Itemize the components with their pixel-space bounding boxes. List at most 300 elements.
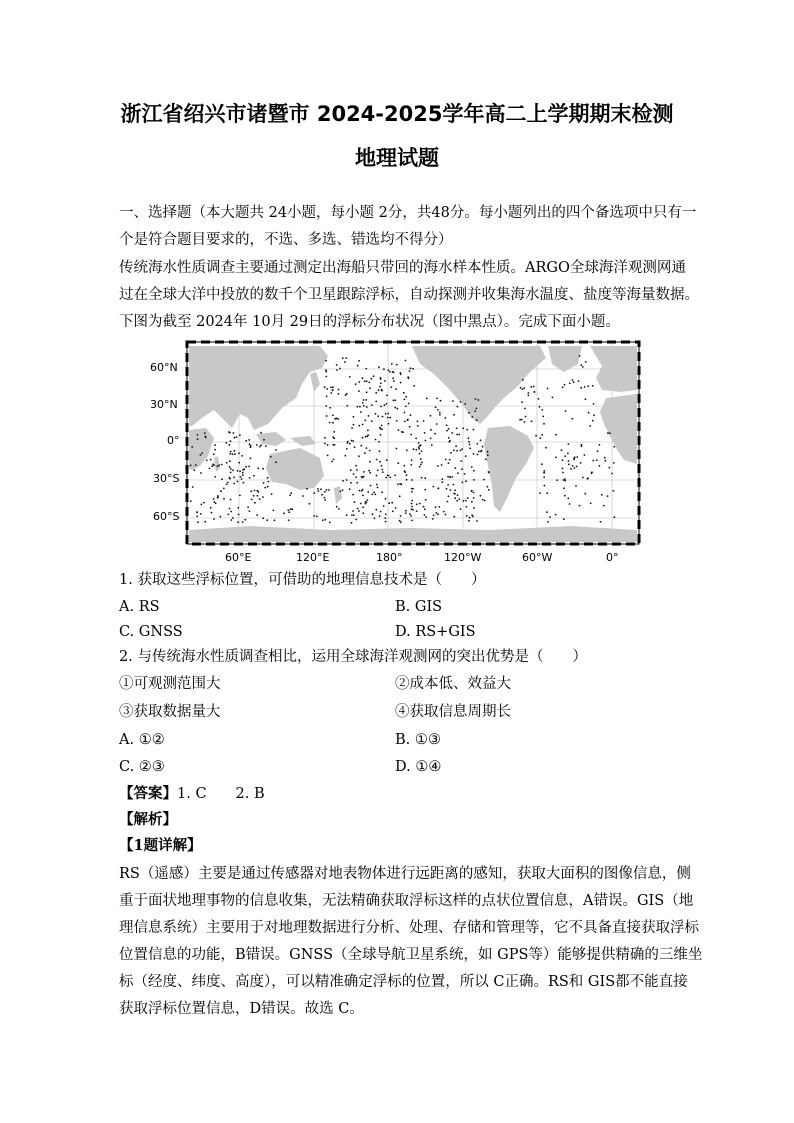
float-dot <box>480 439 482 441</box>
answer-line <box>119 784 265 804</box>
float-dot <box>432 518 434 520</box>
float-dot <box>471 416 473 418</box>
float-dot <box>440 400 442 402</box>
float-dot <box>200 504 202 506</box>
float-dot <box>448 462 450 464</box>
document-subtitle: 地理试题 <box>355 146 439 170</box>
float-dot <box>367 499 369 501</box>
float-dot <box>192 486 194 488</box>
float-dot <box>355 519 357 521</box>
lat-label-30s: 30°S <box>153 472 180 485</box>
float-dot <box>211 512 213 514</box>
float-dot <box>563 479 565 481</box>
float-dot <box>349 376 351 378</box>
float-dot <box>387 417 389 419</box>
float-dot <box>232 453 234 455</box>
float-dot <box>306 488 308 490</box>
float-dot <box>458 434 460 436</box>
float-dot <box>411 520 413 522</box>
float-dot <box>484 500 486 502</box>
lat-label-30n: 30°N <box>150 398 178 411</box>
land-antarctica <box>189 526 637 542</box>
float-dot <box>378 441 380 443</box>
float-dot <box>545 447 547 449</box>
float-dot <box>268 481 270 483</box>
float-dot <box>324 491 326 493</box>
lat-label-equator: 0° <box>167 434 180 447</box>
float-dot <box>522 388 524 390</box>
float-dot <box>607 495 609 497</box>
float-dot <box>325 376 327 378</box>
float-dot <box>436 398 438 400</box>
float-dot <box>393 372 395 374</box>
float-dot <box>533 386 535 388</box>
float-dot <box>230 468 232 470</box>
float-dot <box>366 380 368 382</box>
float-dot <box>320 488 322 490</box>
float-dot <box>354 446 356 448</box>
float-dot <box>408 377 410 379</box>
float-dot <box>411 508 413 510</box>
float-dot <box>600 521 602 523</box>
float-dot <box>567 452 569 454</box>
float-dot <box>321 494 323 496</box>
float-dot <box>229 432 231 434</box>
float-dot <box>449 476 451 478</box>
float-dot <box>614 516 616 518</box>
float-dot <box>250 490 252 492</box>
float-dot <box>403 465 405 467</box>
float-dot <box>609 432 611 434</box>
intro-line1: 传统海水性质调查主要通过测定出海船只带回的海水样本性质。ARGO全球海洋观测网通 <box>119 260 686 276</box>
float-dot <box>346 479 348 481</box>
float-dot <box>204 521 206 523</box>
float-dot <box>362 506 364 508</box>
float-dot <box>482 446 484 448</box>
float-dot <box>612 490 614 492</box>
float-dot <box>366 406 368 408</box>
float-dot <box>580 364 582 366</box>
float-dot <box>287 509 289 511</box>
float-dot <box>361 490 363 492</box>
float-dot <box>353 424 355 426</box>
float-dot <box>487 454 489 456</box>
float-dot <box>542 416 544 418</box>
float-dot <box>366 447 368 449</box>
float-dot <box>465 480 467 482</box>
float-dot <box>425 499 427 501</box>
float-dot <box>380 406 382 408</box>
float-dot <box>396 420 398 422</box>
float-dot <box>457 406 459 408</box>
float-dot <box>406 449 408 451</box>
float-dot <box>475 398 477 400</box>
float-dot <box>445 459 447 461</box>
float-dot <box>421 450 423 452</box>
float-dot <box>364 381 366 383</box>
float-dot <box>213 453 215 455</box>
float-dot <box>325 360 327 362</box>
float-dot <box>592 385 594 387</box>
float-dot <box>455 445 457 447</box>
float-dot <box>453 414 455 416</box>
float-dot <box>520 387 522 389</box>
float-dot <box>580 462 582 464</box>
float-dot <box>469 517 471 519</box>
float-dot <box>365 503 367 505</box>
float-dot <box>410 464 412 466</box>
float-dot <box>565 410 567 412</box>
float-dot <box>227 514 229 516</box>
float-dot <box>204 432 206 434</box>
float-dot <box>543 470 545 472</box>
float-dot <box>206 460 208 462</box>
float-dot <box>539 437 541 439</box>
float-dot <box>329 422 331 424</box>
float-dot <box>332 436 334 438</box>
float-dot <box>415 449 417 451</box>
float-dot <box>238 452 240 454</box>
float-dot <box>234 437 236 439</box>
float-dot <box>355 476 357 478</box>
float-dot <box>469 448 471 450</box>
float-dot <box>227 482 229 484</box>
float-dot <box>449 440 451 442</box>
float-dot <box>371 404 373 406</box>
float-dot <box>226 484 228 486</box>
float-dot <box>405 512 407 514</box>
detail-line3: 理信息系统）主要用于对地理数据进行分析、处理、存储和管理等，它不具备直接获取浮标 <box>119 920 699 936</box>
float-dot <box>533 391 535 393</box>
float-dot <box>346 393 348 395</box>
float-dot <box>380 511 382 513</box>
float-dot <box>569 503 571 505</box>
float-dot <box>385 413 387 415</box>
float-dot <box>462 427 464 429</box>
float-dot <box>373 491 375 493</box>
float-dot <box>263 482 265 484</box>
float-dot <box>230 519 232 521</box>
float-dot <box>456 434 458 436</box>
float-dot <box>346 514 348 516</box>
float-dot <box>376 484 378 486</box>
float-dot <box>201 452 203 454</box>
float-dot <box>217 465 219 467</box>
float-dot <box>256 490 258 492</box>
float-dot <box>437 409 439 411</box>
float-dot <box>356 469 358 471</box>
float-dot <box>584 454 586 456</box>
float-dot <box>563 487 565 489</box>
float-dot <box>262 496 264 498</box>
float-dot <box>394 475 396 477</box>
float-dot <box>241 455 243 457</box>
float-dot <box>573 467 575 469</box>
float-dot <box>375 439 377 441</box>
float-dot <box>334 418 336 420</box>
float-dot <box>568 460 570 462</box>
float-dot <box>360 503 362 505</box>
lat-label-60n: 60°N <box>150 361 178 374</box>
q1-option-a: A. RS <box>119 599 160 615</box>
float-dot <box>403 392 405 394</box>
float-dot <box>564 480 566 482</box>
float-dot <box>525 416 527 418</box>
float-dot <box>389 371 391 373</box>
float-dot <box>453 484 455 486</box>
float-dot <box>367 491 369 493</box>
float-dot <box>564 384 566 386</box>
float-dot <box>260 432 262 434</box>
float-dot <box>200 472 202 474</box>
q2-item-4: ④获取信息周期长 <box>395 704 511 720</box>
float-dot <box>555 457 557 459</box>
float-dot <box>313 492 315 494</box>
float-dot <box>482 499 484 501</box>
float-dot <box>380 383 382 385</box>
float-dot <box>420 444 422 446</box>
float-dot <box>562 472 564 474</box>
float-dot <box>523 387 525 389</box>
float-dot <box>571 418 573 420</box>
float-dot <box>290 508 292 510</box>
float-dot <box>250 457 252 459</box>
analysis-label: 【解析】 <box>119 811 177 828</box>
float-dot <box>249 443 251 445</box>
float-dot <box>360 411 362 413</box>
float-dot <box>488 472 490 474</box>
float-dot <box>443 511 445 513</box>
float-dot <box>383 505 385 507</box>
float-dot <box>384 404 386 406</box>
float-dot <box>330 392 332 394</box>
float-dot <box>562 468 564 470</box>
float-dot <box>449 459 451 461</box>
float-dot <box>419 466 421 468</box>
float-dot <box>250 445 252 447</box>
float-dot <box>195 464 197 466</box>
float-dot <box>433 515 435 517</box>
float-dot <box>399 495 401 497</box>
float-dot <box>259 498 261 500</box>
float-dot <box>411 459 413 461</box>
float-dot <box>357 508 359 510</box>
float-dot <box>439 414 441 416</box>
float-dot <box>404 421 406 423</box>
float-dot <box>417 425 419 427</box>
float-dot <box>388 502 390 504</box>
float-dot <box>562 386 564 388</box>
float-dot <box>196 516 198 518</box>
float-dot <box>476 443 478 445</box>
lon-label-120e: 120°E <box>296 551 330 564</box>
float-dot <box>421 477 423 479</box>
float-dot <box>240 476 242 478</box>
float-dot <box>318 490 320 492</box>
float-dot <box>460 508 462 510</box>
float-dot <box>291 508 293 510</box>
float-dot <box>249 510 251 512</box>
float-dot <box>464 473 466 475</box>
float-dot <box>221 464 223 466</box>
float-dot <box>377 487 379 489</box>
float-dot <box>203 502 205 504</box>
float-dot <box>593 414 595 416</box>
float-dot <box>253 495 255 497</box>
float-dot <box>214 476 216 478</box>
float-dot <box>590 503 592 505</box>
float-dot <box>446 488 448 490</box>
float-dot <box>352 440 354 442</box>
float-dot <box>346 442 348 444</box>
float-dot <box>567 498 569 500</box>
float-dot <box>324 386 326 388</box>
float-dot <box>468 412 470 414</box>
float-dot <box>441 478 443 480</box>
float-dot <box>476 520 478 522</box>
float-dot <box>478 399 480 401</box>
float-dot <box>257 467 259 469</box>
intro-line3: 下图为截至 2024年 10月 29日的浮标分布状况（图中黑点）。完成下面小题。 <box>119 314 620 330</box>
float-dot <box>587 385 589 387</box>
float-dot <box>579 505 581 507</box>
float-dot <box>524 408 526 410</box>
float-dot <box>215 502 217 504</box>
answer-label: 【答案】 <box>119 785 177 802</box>
float-dot <box>327 455 329 457</box>
float-dot <box>445 514 447 516</box>
float-dot <box>476 408 478 410</box>
float-dot <box>329 407 331 409</box>
float-dot <box>457 494 459 496</box>
float-dot <box>588 412 590 414</box>
float-dot <box>331 461 333 463</box>
float-dot <box>372 513 374 515</box>
float-dot <box>237 521 239 523</box>
float-dot <box>345 394 347 396</box>
float-dot <box>400 521 402 523</box>
float-dot <box>456 450 458 452</box>
float-dot <box>473 429 475 431</box>
float-dot <box>435 506 437 508</box>
float-dot <box>451 476 453 478</box>
float-dot <box>592 420 594 422</box>
float-dot <box>444 417 446 419</box>
float-dot <box>242 472 244 474</box>
float-dot <box>466 506 468 508</box>
float-dot <box>423 506 425 508</box>
float-dot <box>410 414 412 416</box>
float-dot <box>339 368 341 370</box>
float-dot <box>363 399 365 401</box>
float-dot <box>543 476 545 478</box>
float-dot <box>546 492 548 494</box>
float-dot <box>237 507 239 509</box>
float-dot <box>411 479 413 481</box>
float-dot <box>451 432 453 434</box>
float-dot <box>467 497 469 499</box>
float-dot <box>237 481 239 483</box>
float-dot <box>530 386 532 388</box>
float-dot <box>333 459 335 461</box>
float-dot <box>256 444 258 446</box>
float-dot <box>238 462 240 464</box>
float-dot <box>582 366 584 368</box>
float-dot <box>350 482 352 484</box>
detail-line6: 获取浮标位置信息，D错误。故选 C。 <box>119 1001 364 1017</box>
float-dot <box>378 366 380 368</box>
float-dot <box>248 466 250 468</box>
float-dot <box>223 498 225 500</box>
float-dot <box>342 480 344 482</box>
float-dot <box>365 368 367 370</box>
float-dot <box>248 439 250 441</box>
float-dot <box>396 448 398 450</box>
float-dot <box>351 440 353 442</box>
float-dot <box>419 503 421 505</box>
float-dot <box>273 510 275 512</box>
lon-label-0: 0° <box>606 551 619 564</box>
float-dot <box>197 438 199 440</box>
float-dot <box>233 483 235 485</box>
float-dot <box>220 490 222 492</box>
float-dot <box>478 451 480 453</box>
float-dot <box>193 469 195 471</box>
float-dot <box>289 495 291 497</box>
float-dot <box>251 499 253 501</box>
float-dot <box>391 502 393 504</box>
float-dot <box>267 477 269 479</box>
float-dot <box>585 398 587 400</box>
float-dot <box>381 491 383 493</box>
float-dot <box>274 519 276 521</box>
float-dot <box>264 487 266 489</box>
float-dot <box>378 389 380 391</box>
float-dot <box>555 514 557 516</box>
float-dot <box>581 444 583 446</box>
float-dot <box>325 369 327 371</box>
float-dot <box>464 403 466 405</box>
float-dot <box>373 375 375 377</box>
float-dot <box>487 451 489 453</box>
float-dot <box>238 514 240 516</box>
float-dot <box>410 434 412 436</box>
float-dot <box>385 477 387 479</box>
float-dot <box>380 428 382 430</box>
float-dot <box>611 473 613 475</box>
q1-option-d: D. RS+GIS <box>395 624 476 640</box>
float-dot <box>485 458 487 460</box>
float-dot <box>368 382 370 384</box>
float-dot <box>367 434 369 436</box>
float-dot <box>410 515 412 517</box>
float-dot <box>477 454 479 456</box>
float-dot <box>262 468 264 470</box>
float-dot <box>405 396 407 398</box>
float-dot <box>338 508 340 510</box>
float-dot <box>288 519 290 521</box>
float-dot <box>466 429 468 431</box>
float-dot <box>200 454 202 456</box>
float-dot <box>357 406 359 408</box>
float-dot <box>457 472 459 474</box>
float-dot <box>364 452 366 454</box>
float-dot <box>358 455 360 457</box>
float-dot <box>447 501 449 503</box>
float-dot <box>234 453 236 455</box>
detail-label: 【1题详解】 <box>119 837 202 854</box>
float-dot <box>404 412 406 414</box>
